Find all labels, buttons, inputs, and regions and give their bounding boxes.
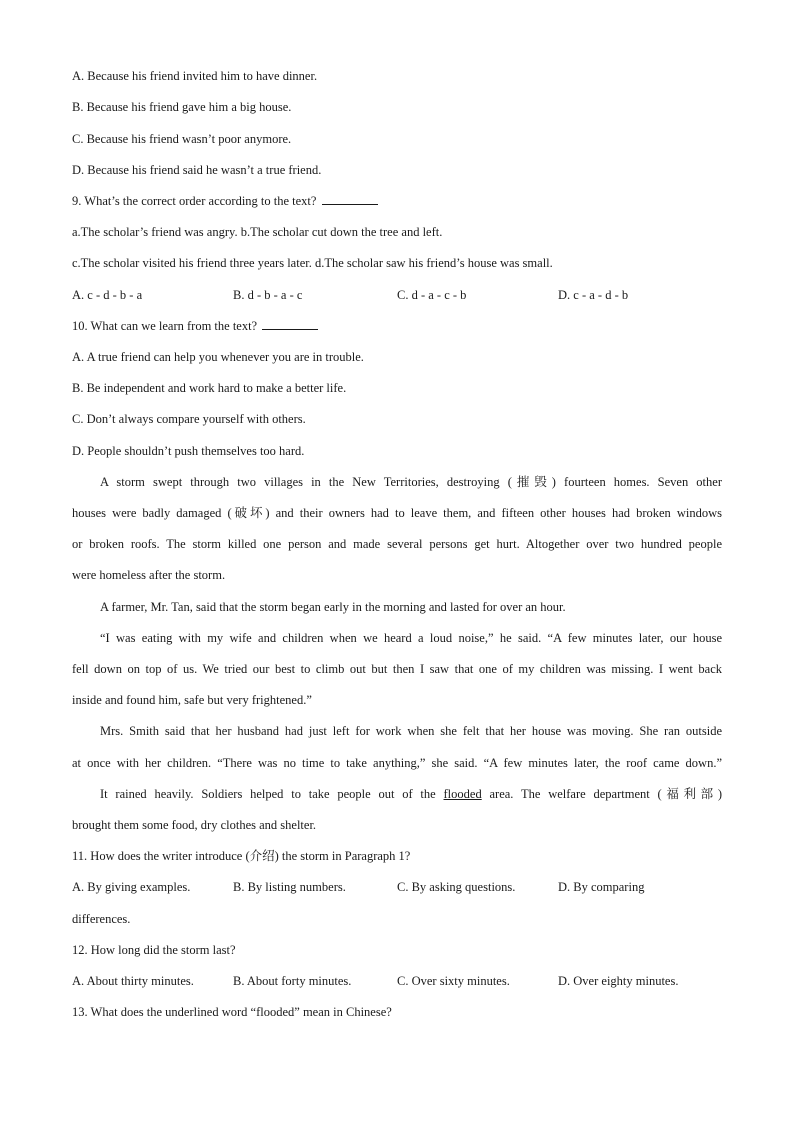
passage-p5-text-a: It rained heavily. Soldiers helped to take people out of the — [100, 787, 436, 801]
passage-p3-line3: inside and found him, safe but very frightened.” — [72, 693, 312, 707]
passage-p2: A farmer, Mr. Tan, said that the storm began early in the morning and lasted for over an hour. — [100, 600, 566, 614]
q10-stem: 10. What can we learn from the text? — [72, 319, 258, 333]
q10-option-a: A. A true friend can help you whenever you are in trouble. — [72, 350, 364, 364]
passage-p4-line2: at once with her children. “There was no time to take anything,” she said. “A few minutes later, the roof came down.” — [72, 756, 722, 770]
q9-option-a: A. c - d - b - a — [72, 288, 143, 302]
q8-option-c: C. Because his friend wasn’t poor anymore. — [72, 132, 292, 146]
q9-stem-line — [72, 193, 378, 209]
q12-options-row — [72, 973, 722, 989]
q9-options-row — [72, 287, 722, 303]
q12-option-c: C. Over sixty minutes. — [397, 974, 510, 988]
q10-option-d: D. People shouldn’t push themselves too hard. — [72, 444, 305, 458]
q10-option-c: C. Don’t always compare yourself with others. — [72, 412, 306, 426]
q11-option-b: B. By listing numbers. — [233, 880, 346, 894]
q11-option-d: D. By comparing — [558, 880, 645, 894]
q12-stem: 12. How long did the storm last? — [72, 943, 236, 957]
passage-p5-text-b: area. The welfare department (福利部) — [489, 787, 722, 801]
passage-p5-line1 — [72, 786, 722, 802]
q12-option-a: A. About thirty minutes. — [72, 974, 194, 988]
passage-p1-line2: houses were badly damaged (破坏) and their owners had to leave them, and fifteen other houses had broken windows — [72, 506, 722, 520]
passage-p3-line1: “I was eating with my wife and children when we heard a loud noise,” he said. “A few minutes later, our house — [100, 631, 722, 645]
passage-p1-line4: were homeless after the storm. — [72, 568, 226, 582]
q9-option-d: D. c - a - d - b — [558, 288, 629, 302]
q9-option-c: C. d - a - c - b — [397, 288, 467, 302]
q11-option-a: A. By giving examples. — [72, 880, 191, 894]
q10-option-b: B. Be independent and work hard to make a better life. — [72, 381, 347, 395]
passage-p1-line1: A storm swept through two villages in the New Territories, destroying (摧毁) fourteen homes. Seven other — [100, 475, 722, 489]
passage-p3-line2: fell down on top of us. We tried our best to climb out but then I saw that one of my children was missing. I went back — [72, 662, 722, 676]
q12-option-b: B. About forty minutes. — [233, 974, 352, 988]
q9-stem: 9. What’s the correct order according to the text? — [72, 194, 317, 208]
underlined-word-flooded: flooded — [443, 787, 482, 801]
q9-answer-blank[interactable] — [322, 193, 378, 205]
q11-option-c: C. By asking questions. — [397, 880, 516, 894]
q11-stem: 11. How does the writer introduce (介绍) the storm in Paragraph 1? — [72, 849, 411, 863]
q10-stem-line — [72, 318, 318, 334]
passage-p4-line1: Mrs. Smith said that her husband had just left for work when she felt that her house was moving. She ran outside — [100, 724, 722, 738]
q9-events-2: c.The scholar visited his friend three years later. d.The scholar saw his friend’s house was small. — [72, 256, 553, 270]
passage-p5-line2: brought them some food, dry clothes and shelter. — [72, 818, 317, 832]
passage-p1-line3: or broken roofs. The storm killed one person and made several persons get hurt. Altogether over two hundred people — [72, 537, 722, 551]
q8-option-b: B. Because his friend gave him a big house. — [72, 100, 292, 114]
q8-option-d: D. Because his friend said he wasn’t a true friend. — [72, 163, 322, 177]
q10-answer-blank[interactable] — [262, 318, 318, 330]
q12-option-d: D. Over eighty minutes. — [558, 974, 679, 988]
q13-stem: 13. What does the underlined word “flooded” mean in Chinese? — [72, 1005, 392, 1019]
q8-option-a: A. Because his friend invited him to have dinner. — [72, 69, 318, 83]
q11-options-row — [72, 879, 722, 895]
q9-events-1: a.The scholar’s friend was angry. b.The scholar cut down the tree and left. — [72, 225, 443, 239]
q9-option-b: B. d - b - a - c — [233, 288, 303, 302]
q11-option-d-cont: differences. — [72, 912, 131, 926]
